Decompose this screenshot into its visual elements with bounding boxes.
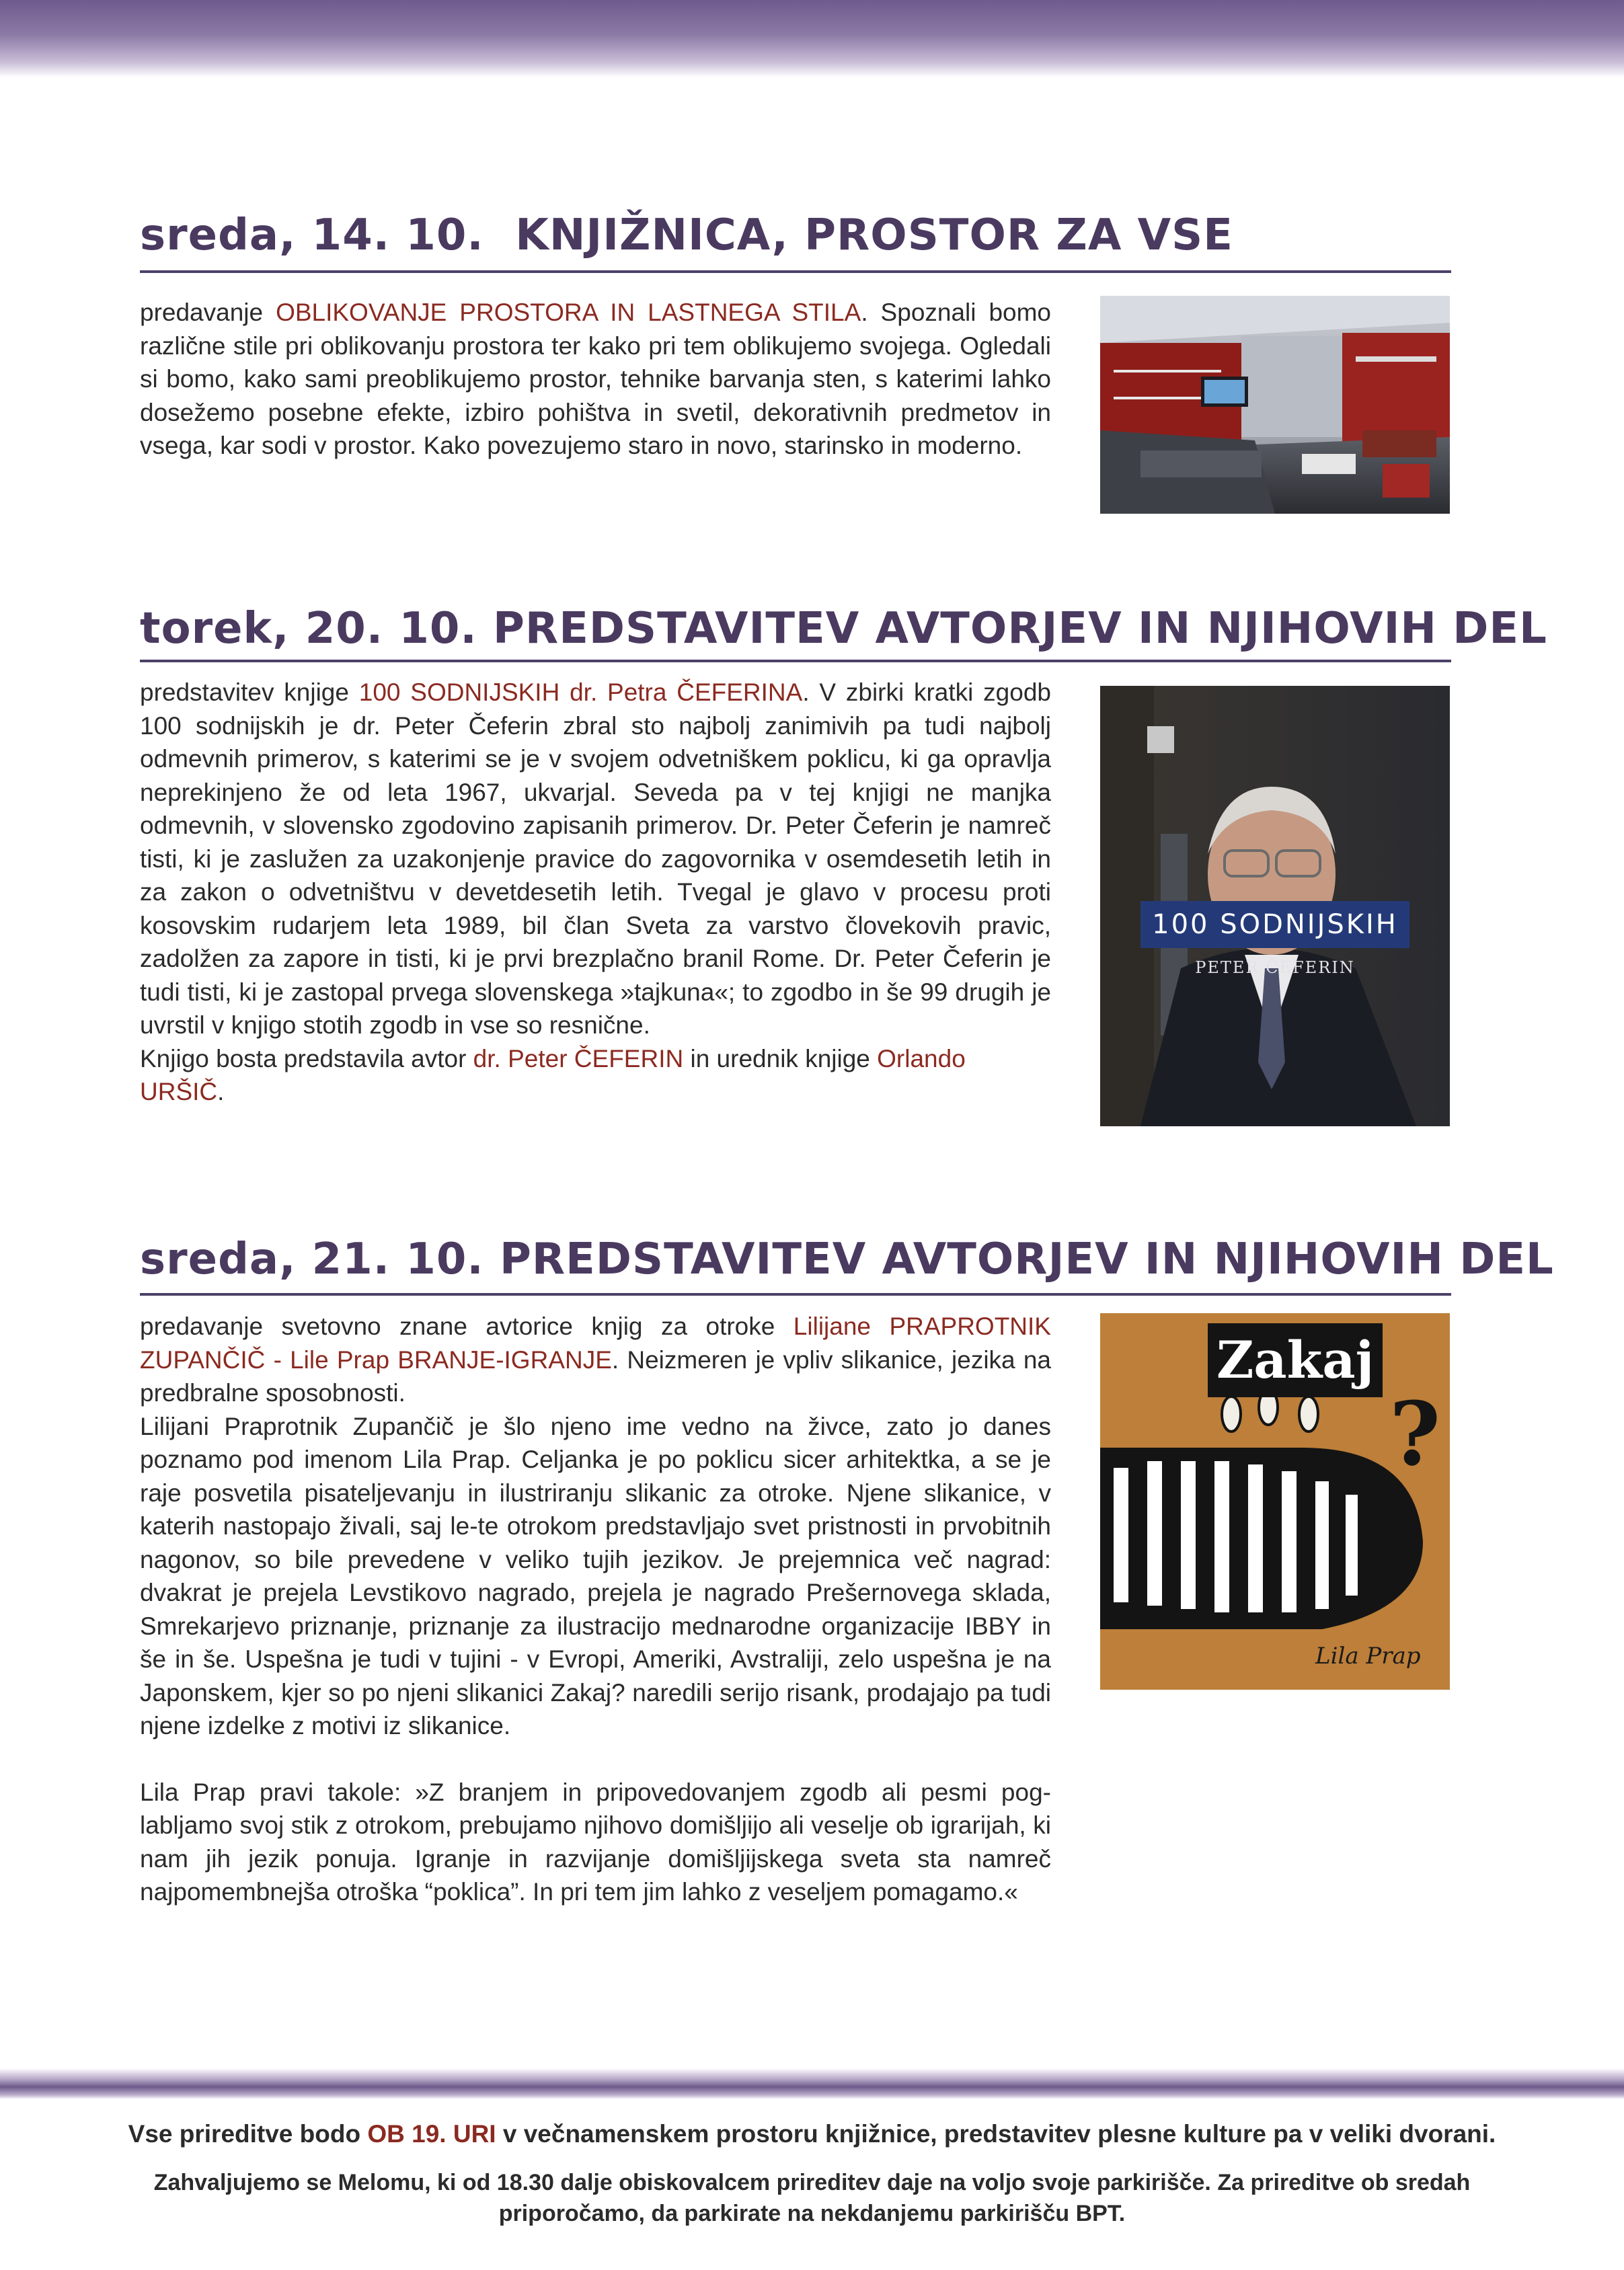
- event-description: [140, 1310, 1051, 1909]
- top-decorative-band: [0, 0, 1624, 77]
- event-date: sreda, 14. 10.: [140, 210, 484, 260]
- editor-name: Orlando URŠIČ: [140, 1044, 966, 1105]
- description-intro: predstavitev knjige: [140, 678, 359, 706]
- event-title: KNJIŽNICA, PROSTOR ZA VSE: [515, 210, 1233, 260]
- book-title: 100 SODNIJSKIH dr. Petra ČEFERINA: [358, 678, 803, 706]
- author-name: dr. Peter ČEFERIN: [473, 1044, 684, 1072]
- footer-line1-after: v večnamenskem prostoru knjižnice, predstavitev plesne kulture pa v veliki dvorani.: [496, 2120, 1496, 2148]
- question-mark-icon: ?: [1389, 1382, 1441, 1485]
- description-intro: predavanje: [140, 299, 276, 326]
- book-cover-title-box: Zakaj: [1208, 1323, 1383, 1397]
- heading-divider: [140, 270, 1451, 273]
- book-cover-author: PETER ČEFERIN: [1195, 958, 1355, 977]
- closing-intro: Knjigo bosta predstavila avtor: [140, 1044, 473, 1072]
- heading-divider: [140, 1293, 1451, 1296]
- footer-parking-line1: Zahvaljujemo se Melomu, ki od 18.30 dalje obiskovalcem prireditev daje na voljo svoje parkirišče. Za prireditve ob sredah: [153, 2170, 1471, 2195]
- event-title: PREDSTAVITEV AVTORJEV IN NJIHOVIH DEL: [493, 604, 1547, 654]
- book-cover-100-sodnijskih: [1100, 686, 1450, 1126]
- description-text: . Neizmeren je vpliv slikanice, jezika na predbralne sposobnosti.: [140, 1345, 1051, 1407]
- footer-time: OB 19. URI: [367, 2120, 496, 2148]
- footer-parking-note: [0, 2167, 1624, 2229]
- event-section-1: [140, 208, 1451, 459]
- event-description: [140, 676, 1051, 1109]
- event-title: PREDSTAVITEV AVTORJEV IN NJIHOVIH DEL: [499, 1235, 1554, 1284]
- event-date: sreda, 21. 10.: [140, 1235, 484, 1284]
- event-heading: [140, 602, 1547, 656]
- author-biography: Lilijani Praprotnik Zupančič je šlo njeno ime vedno na živce, zato jo danes poznamo pod imenom Lila Prap. Celjanka je po poklicu sicer arhitektka, a se je raje posvetila pisateljevanju in ilustriranju slikanic za otroke. Njene slikanice, v katerih nastopajo živali, saj le-te otrokom predstavljajo svet pristnosti in prvobitnih nagonov, so bile prevedene v veliko tujih jezikov. Je prejemnica več nagrad: dvakrat je prejela Levstikovo nagrado, prejela je nagrado Prešernovega sklada, Smrekarjevo priznanje, priznanje za ilustracijo mednarodne organizacije IBBY in še in še. Uspešna je tudi v tujini - v Evropi, Ameriki, Avstraliji, zelo uspešna je na Japonskem, kjer so po njeni slikanici Zakaj? naredili serijo risank, prodajajo pa tudi njene izdelke z motivi iz slikanice.: [140, 1412, 1051, 1739]
- event-description: [140, 296, 1051, 463]
- closing-mid: in urednik knjige: [683, 1044, 878, 1072]
- event-heading: [140, 1232, 1554, 1286]
- footer-line1-before: Vse prireditve bodo: [128, 2120, 368, 2148]
- event-heading: [140, 208, 1451, 262]
- lecture-title: OBLIKOVANJE PROSTORA IN LASTNEGA STILA: [276, 299, 861, 326]
- event-section-3: [140, 1232, 1554, 1906]
- footer-note: [0, 2118, 1624, 2150]
- footer-parking-line2: priporočamo, da parkirate na nekdanjemu parkirišču BPT.: [498, 2201, 1126, 2226]
- description-text: . V zbirki kratki zgodb 100 sodnijskih je dr. Peter Čeferin zbral sto najbolj zanimivih pa tudi najbolj odmevnih primerov, s katerimi se je v svojem odvetniškem poklicu, ki ga opravlja neprekinjeno že od leta 1967, ukvarjal. Seveda pa v tej knjigi ne manjka odmevnih, v slovensko zgodovino zapisanih primerov. Dr. Peter Čeferin je namreč tisti, ki je zaslužen za uzakonjenje pravice do zagovornika v osemdesetih letih in za zakon o odvetništvu v devetdesetih letih. Tvegal je glavo v procesu proti kosovskim rudarjem leta 1989, bil član Sveta za varstvo človekovih pravic, zadolžen za zapore in tisti, ki je prvi brezplačno branil Rome. Dr. Peter Čeferin je tudi tisti, ki je zastopal prvega slovenskega »tajkuna«; to zgodbo in še 99 drugih je uvrstil v knjigo stotih zgodb in vse so resnične.: [140, 678, 1051, 1039]
- author-quote: Lila Prap pravi takole: »Z branjem in pripovedovanjem zgodb ali pesmi poglabljamo svoj stik z otrokom, prebujamo njihovo domišljijo ali veselje ob igrarijah, ki nam jih jezik ponuja. Igranje in razvijanje domišljijskega sveta sta namreč najpomembnejša otroška “poklica”. In pri tem jim lahko z veseljem pomagamo.«: [140, 1778, 1051, 1906]
- author-signature: Lila Prap: [1315, 1643, 1421, 1670]
- closing-end: .: [217, 1078, 225, 1105]
- book-cover-zakaj: [1100, 1313, 1450, 1690]
- event-date: torek, 20. 10.: [140, 604, 477, 654]
- interior-design-photo: [1100, 296, 1450, 514]
- description-text: . Spoznali bomo različne stile pri oblikovanju prostora ter kako pri tem oblikujemo svojega. Ogledali si bomo, kako sami preoblikujemo prostor, tehnike barvanja sten, s katerimi lahko dosežemo posebne efekte, izbiro pohištva in svetil, dekorativnih predmetov in vsega, kar sodi v prostor. Kako povezujemo staro in novo, starinsko in moderno.: [140, 299, 1052, 459]
- lecture-title: Lilijane PRAPROTNIK ZUPANČIČ - Lile Prap BRANJE-IGRANJE: [140, 1313, 1051, 1374]
- bottom-decorative-band: [0, 2068, 1624, 2099]
- book-cover-title-box: 100 SODNIJSKIH: [1140, 901, 1409, 948]
- description-intro: predavanje svetovno znane avtorice knjig za otroke: [140, 1313, 794, 1340]
- event-section-2: [140, 602, 1547, 1105]
- heading-divider: [140, 660, 1451, 662]
